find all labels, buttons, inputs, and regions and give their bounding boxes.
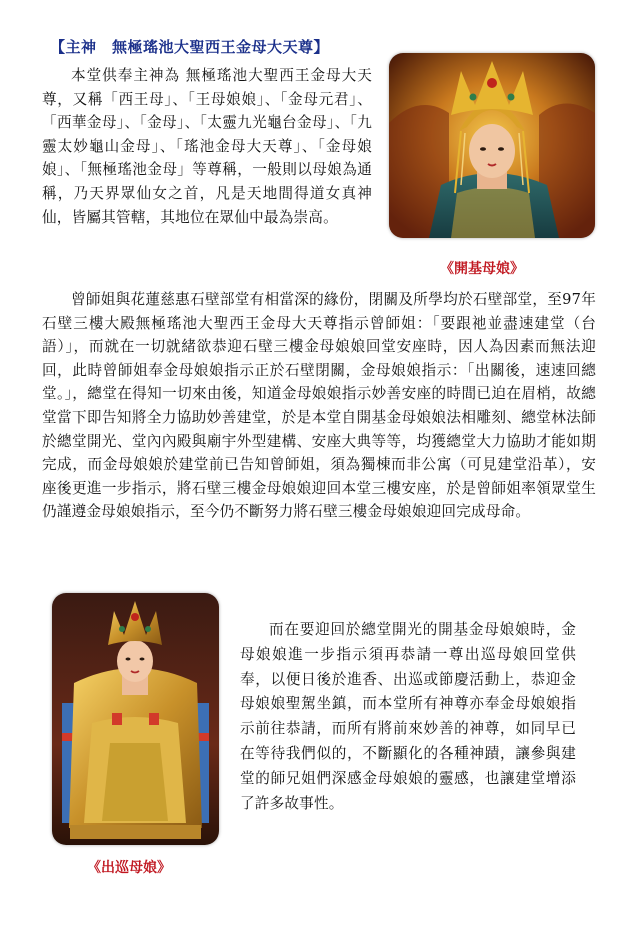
kaiji-mother-deity-photo bbox=[389, 53, 595, 238]
section-heading: 【主神 無極瑤池大聖西王金母大天尊】 bbox=[50, 38, 330, 56]
intro-paragraph: 本堂供奉主神為 無極瑤池大聖西王金母大天尊，又稱「西王母」、「王母娘娘」、「金母元君」、「西華金母」、「金母」、「太靈九光龜台金母」、「九靈太妙龜山金母」、「瑤池金母大天尊」、「金母娘娘」、「無極瑤池金母」等尊稱，一般則以母娘為通稱，乃天界眾仙女之首，凡是天地間得道女真神仙，皆屬其管轄，其地位在眾仙中最為崇高。 bbox=[42, 67, 372, 226]
history-paragraph: 曾師姐與花蓮慈惠石壁部堂有相當深的緣份，閉關及所學均於石壁部堂，至97年石壁三樓大殿無極瑤池大聖西王金母大天尊指示曾師姐：「要跟祂並盡速建堂（台語）」，而就在一切就緒欲恭迎石壁三樓金母娘娘回堂安座時，因人為因素而無法迎回，此時曾師姐奉金母娘娘指示正於石壁閉關，金母娘娘指示：「出關後，速速回總堂。」，總堂在得知一切來由後，知道金母娘娘指示妙善安座的時間已迫在眉梢，故總堂當下即告知將全力協助妙善建堂，於是本堂自開基金母娘娘法相雕刻、總堂林法師於總堂開光、堂內內殿與廟宇外型建構、安座大典等等，均獲總堂大力協助才能如期完成，而金母娘娘於建堂前已告知曾師姐，須為獨棟而非公寓（可見建堂沿革），安座後更進一步指示，將石壁三樓金母娘娘迎回本堂三樓安座，於是曾師姐率領眾堂生仍謹遵金母娘娘指示，至今仍不斷努力將石壁三樓金母娘娘迎回完成母命。 bbox=[42, 291, 596, 521]
patrol-mother-deity-photo bbox=[52, 593, 219, 845]
patrol-mother-caption: 《出巡母娘》 bbox=[87, 860, 171, 876]
kaiji-mother-caption: 《開基母娘》 bbox=[440, 261, 524, 277]
patrol-paragraph: 而在要迎回於總堂開光的開基金母娘娘時，金母娘娘進一步指示須再恭請一尊出巡母娘回堂供奉，以便日後於進香、出巡或節慶活動上，恭迎金母娘娘聖駕坐鎮，而本堂所有神尊亦奉金母娘娘指示前往恭請，而所有將前來妙善的神尊，如同早已在等待我們似的，不斷顯化的各種神蹟，讓參與建堂的師兄姐們深感金母娘娘的靈感，也讓建堂增添了許多故事性。 bbox=[240, 621, 576, 812]
